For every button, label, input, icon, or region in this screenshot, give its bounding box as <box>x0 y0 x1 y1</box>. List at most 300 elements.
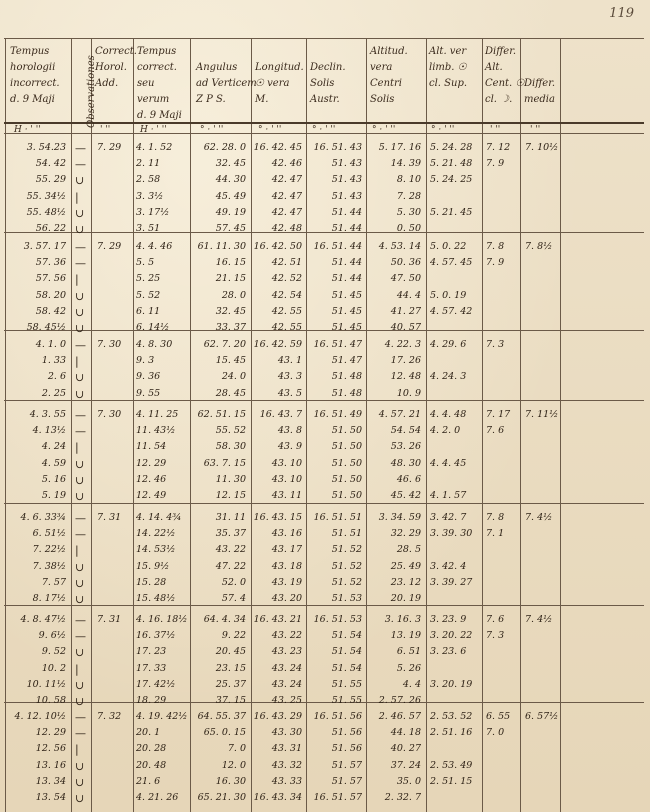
cell-alt-limb: 3. 23. 9 <box>430 614 467 625</box>
cell-observation-mark: — <box>75 158 86 172</box>
cell-alt-limb: 4. 4. 45 <box>430 457 467 469</box>
cell-declinatio: 51. 44 <box>331 223 362 234</box>
cell-observation-mark: ∪ <box>75 305 85 319</box>
cell-observation-mark: ∪ <box>75 759 85 773</box>
cell-observation-mark: ∪ <box>75 678 85 692</box>
cell-tempus-incorrect: 5. 19 <box>41 490 66 501</box>
cell-longitudo: 42. 55 <box>271 305 302 317</box>
cell-tempus-incorrect: 4. 6. 33¾ <box>20 512 66 523</box>
cell-altitudo-vera: 5. 17. 16 <box>378 142 421 153</box>
cell-alt-limb: 4. 1. 57 <box>430 490 467 501</box>
cell-longitudo: 43. 8 <box>277 425 302 437</box>
cell-observation-mark: | <box>75 355 79 369</box>
cell-declinatio: 16. 51. 53 <box>313 614 362 625</box>
cell-tempus-incorrect: 9. 52 <box>41 646 66 658</box>
cell-altitudo-vera: 4. 53. 14 <box>378 241 421 252</box>
cell-observation-mark: ∪ <box>75 695 85 708</box>
cell-tempus-correct: 2. 11 <box>136 158 161 170</box>
cell-alt-limb: 3. 39. 30 <box>430 528 473 540</box>
cell-altitudo-vera: 2. 46. 57 <box>378 711 421 722</box>
cell-tempus-incorrect: 58. 20 <box>35 289 66 301</box>
cell-differ-alt: 7. 17 <box>486 409 511 420</box>
cell-alt-limb: 3. 20. 22 <box>430 630 473 642</box>
cell-differ-alt: 7. 9 <box>486 257 505 269</box>
cell-differ-alt: 7. 0 <box>486 727 505 739</box>
cell-angulus: 12. 0 <box>221 759 246 771</box>
unit: ' '' <box>100 125 111 135</box>
cell-altitudo-vera: 37. 24 <box>390 759 421 771</box>
cell-tempus-incorrect: 57. 36 <box>35 257 66 269</box>
cell-longitudo: 16. 43. 7 <box>259 409 302 420</box>
cell-differ-media: 7. 4½ <box>525 512 553 523</box>
cell-observation-mark: | <box>75 544 79 558</box>
cell-altitudo-vera: 10. 9 <box>396 387 421 399</box>
cell-observation-mark: — <box>75 528 86 542</box>
cell-tempus-incorrect: 3. 57. 17 <box>23 241 66 252</box>
cell-tempus-correct: 17. 23 <box>136 646 167 658</box>
cell-tempus-incorrect: 10. 58 <box>35 695 66 706</box>
cell-angulus: 44. 30 <box>215 174 246 186</box>
cell-altitudo-vera: 28. 5 <box>396 544 421 556</box>
cell-alt-limb: 3. 39. 27 <box>430 576 473 588</box>
cell-angulus: 63. 7. 15 <box>203 457 246 469</box>
cell-tempus-incorrect: 7. 57 <box>41 576 66 588</box>
cell-declinatio: 51. 48 <box>331 371 362 383</box>
cell-observation-mark: ∪ <box>75 792 85 805</box>
cell-tempus-correct: 2. 58 <box>136 174 161 186</box>
cell-altitudo-vera: 48. 30 <box>390 457 421 469</box>
unit: H · ' '' <box>140 125 167 135</box>
cell-longitudo: 42. 47 <box>271 206 302 218</box>
cell-tempus-incorrect: 2. 6 <box>47 371 66 383</box>
cell-angulus: 62. 28. 0 <box>203 142 246 153</box>
cell-tempus-incorrect: 57. 56 <box>35 273 66 285</box>
cell-angulus: 45. 49 <box>215 190 246 202</box>
cell-declinatio: 51. 57 <box>331 775 362 787</box>
cell-longitudo: 43. 10 <box>271 457 302 469</box>
cell-longitudo: 16. 43. 21 <box>253 614 302 625</box>
cell-declinatio: 16. 51. 56 <box>313 711 362 722</box>
column-rule <box>482 38 483 812</box>
cell-altitudo-vera: 47. 50 <box>390 273 421 285</box>
cell-observation-mark: ∪ <box>75 576 85 590</box>
block-rule <box>4 503 644 504</box>
cell-declinatio: 51. 43 <box>331 174 362 186</box>
cell-tempus-incorrect: 7. 38½ <box>32 560 66 572</box>
cell-altitudo-vera: 40. 57 <box>390 322 421 333</box>
unit: ° · ' '' <box>431 125 455 135</box>
cell-tempus-correct: 12. 46 <box>136 473 167 485</box>
cell-angulus: 25. 37 <box>215 678 246 690</box>
cell-declinatio: 51. 44 <box>331 257 362 269</box>
cell-correction: 7. 30 <box>97 339 122 350</box>
cell-observation-mark: ∪ <box>75 593 85 606</box>
cell-correction: 7. 30 <box>97 409 122 420</box>
cell-observation-mark: — <box>75 142 86 155</box>
cell-angulus: 16. 30 <box>215 775 246 787</box>
cell-tempus-correct: 9. 36 <box>136 371 161 383</box>
cell-declinatio: 51. 50 <box>331 425 362 437</box>
block-rule <box>4 400 644 401</box>
cell-declinatio: 16. 51. 43 <box>313 142 362 153</box>
unit: ' '' <box>490 125 501 135</box>
cell-alt-limb: 2. 51. 16 <box>430 727 473 739</box>
cell-observation-mark: — <box>75 241 86 254</box>
cell-altitudo-vera: 41. 27 <box>390 305 421 317</box>
cell-differ-alt: 6. 55 <box>486 711 511 722</box>
cell-correction: 7. 31 <box>97 614 122 625</box>
cell-tempus-incorrect: 55. 29 <box>35 174 66 186</box>
cell-angulus: 33. 37 <box>215 322 246 333</box>
cell-longitudo: 43. 1 <box>277 355 302 367</box>
cell-correction: 7. 32 <box>97 711 122 722</box>
cell-tempus-incorrect: 58. 45½ <box>26 322 66 333</box>
cell-declinatio: 51. 57 <box>331 759 362 771</box>
cell-angulus: 21. 15 <box>215 273 246 285</box>
cell-tempus-incorrect: 13. 34 <box>35 775 66 787</box>
cell-angulus: 64. 55. 37 <box>197 711 246 722</box>
cell-longitudo: 43. 18 <box>271 560 302 572</box>
cell-tempus-correct: 18. 29 <box>136 695 167 706</box>
cell-angulus: 15. 45 <box>215 355 246 367</box>
cell-angulus: 49. 19 <box>215 206 246 218</box>
cell-tempus-correct: 4. 4. 46 <box>136 241 173 252</box>
cell-observation-mark: | <box>75 190 79 204</box>
cell-declinatio: 51. 52 <box>331 576 362 588</box>
cell-angulus: 31. 11 <box>215 512 246 523</box>
header-differ-alt: Differ. Alt. Cent. ☉ cl. ☽. <box>485 46 525 105</box>
header-angulus: Angulus ad Verticem Z P S. <box>196 62 257 105</box>
cell-longitudo: 43. 9 <box>277 441 302 453</box>
cell-longitudo: 42. 48 <box>271 223 302 234</box>
cell-declinatio: 51. 50 <box>331 490 362 501</box>
column-rule <box>366 38 367 812</box>
cell-differ-media: 7. 4½ <box>525 614 553 625</box>
cell-longitudo: 16. 43. 34 <box>253 792 302 803</box>
cell-tempus-correct: 9. 55 <box>136 387 161 399</box>
cell-longitudo: 43. 33 <box>271 775 302 787</box>
cell-tempus-incorrect: 5. 16 <box>41 473 66 485</box>
cell-tempus-correct: 5. 25 <box>136 273 161 285</box>
cell-angulus: 32. 45 <box>215 158 246 170</box>
header-rule <box>4 122 644 124</box>
column-rule <box>190 38 191 812</box>
cell-declinatio: 51. 50 <box>331 473 362 485</box>
block-rule <box>4 702 644 703</box>
cell-differ-alt: 7. 9 <box>486 158 505 170</box>
cell-angulus: 7. 0 <box>227 743 246 755</box>
cell-differ-media: 7. 10½ <box>525 142 559 153</box>
cell-tempus-correct: 16. 37½ <box>136 630 176 642</box>
cell-differ-alt: 7. 8 <box>486 512 505 523</box>
cell-observation-mark: ∪ <box>75 646 85 660</box>
cell-altitudo-vera: 32. 29 <box>390 528 421 540</box>
cell-declinatio: 51. 55 <box>331 695 362 706</box>
cell-tempus-correct: 17. 33 <box>136 662 167 674</box>
cell-observation-mark: — <box>75 257 86 271</box>
cell-tempus-correct: 3. 17½ <box>136 206 170 218</box>
cell-tempus-incorrect: 13. 16 <box>35 759 66 771</box>
cell-tempus-incorrect: 13. 54 <box>35 792 66 803</box>
cell-tempus-correct: 4. 14. 4¾ <box>136 512 182 523</box>
cell-angulus: 11. 30 <box>215 473 246 485</box>
cell-alt-limb: 5. 0. 22 <box>430 241 467 252</box>
cell-declinatio: 51. 51 <box>331 528 362 540</box>
cell-alt-limb: 4. 57. 45 <box>430 257 473 269</box>
cell-tempus-incorrect: 4. 24 <box>41 441 66 453</box>
cell-tempus-correct: 4. 8. 30 <box>136 339 173 350</box>
cell-differ-alt: 7. 3 <box>486 630 505 642</box>
cell-observation-mark: — <box>75 711 86 724</box>
cell-longitudo: 16. 42. 45 <box>253 142 302 153</box>
cell-differ-alt: 7. 8 <box>486 241 505 252</box>
cell-observation-mark: ∪ <box>75 457 85 471</box>
cell-tempus-correct: 6. 11 <box>136 305 161 317</box>
cell-observation-mark: — <box>75 614 86 627</box>
cell-alt-limb: 2. 53. 52 <box>430 711 473 722</box>
cell-altitudo-vera: 23. 12 <box>390 576 421 588</box>
cell-tempus-correct: 12. 49 <box>136 490 167 501</box>
header-tempus-incorrect: Tempus horologii incorrect. d. 9 Maji <box>10 46 60 105</box>
cell-declinatio: 51. 44 <box>331 206 362 218</box>
cell-altitudo-vera: 4. 4 <box>402 678 421 690</box>
unit: ' '' <box>530 125 541 135</box>
cell-observation-mark: | <box>75 743 79 757</box>
cell-differ-alt: 7. 6 <box>486 425 505 437</box>
unit: ° · ' '' <box>200 125 224 135</box>
cell-altitudo-vera: 53. 26 <box>390 441 421 453</box>
block-rule <box>4 232 644 233</box>
cell-declinatio: 51. 50 <box>331 441 362 453</box>
cell-tempus-incorrect: 12. 29 <box>35 727 66 739</box>
cell-longitudo: 42. 52 <box>271 273 302 285</box>
cell-declinatio: 51. 56 <box>331 727 362 739</box>
header-tempus-correct: Tempus correct. seu verum d. 9 Maji <box>137 46 182 121</box>
cell-altitudo-vera: 54. 54 <box>390 425 421 437</box>
cell-altitudo-vera: 7. 28 <box>396 190 421 202</box>
header-observationes: Observationes <box>86 55 97 128</box>
cell-observation-mark: | <box>75 662 79 676</box>
column-rule <box>71 38 72 812</box>
cell-tempus-incorrect: 1. 33 <box>41 355 66 367</box>
cell-altitudo-vera: 44. 4 <box>396 289 421 301</box>
column-rule <box>560 38 561 812</box>
cell-tempus-incorrect: 54. 42 <box>35 158 66 170</box>
cell-tempus-correct: 14. 22½ <box>136 528 176 540</box>
cell-tempus-correct: 4. 16. 18½ <box>136 614 188 625</box>
cell-tempus-incorrect: 55. 48½ <box>26 206 66 218</box>
cell-declinatio: 51. 44 <box>331 273 362 285</box>
cell-altitudo-vera: 0. 50 <box>396 223 421 234</box>
unit: ° · ' '' <box>372 125 396 135</box>
cell-alt-limb: 2. 51. 15 <box>430 775 473 787</box>
cell-tempus-incorrect: 4. 3. 55 <box>29 409 66 420</box>
cell-angulus: 62. 51. 15 <box>197 409 246 420</box>
column-rule <box>133 38 134 812</box>
column-rule <box>91 38 92 812</box>
cell-longitudo: 42. 47 <box>271 190 302 202</box>
cell-alt-limb: 4. 57. 42 <box>430 305 473 317</box>
cell-observation-mark: | <box>75 441 79 455</box>
cell-observation-mark: | <box>75 273 79 287</box>
cell-observation-mark: — <box>75 727 86 741</box>
cell-angulus: 62. 7. 20 <box>203 339 246 350</box>
cell-tempus-correct: 4. 21. 26 <box>136 792 179 803</box>
cell-tempus-correct: 12. 29 <box>136 457 167 469</box>
cell-longitudo: 43. 11 <box>271 490 302 501</box>
cell-longitudo: 43. 24 <box>271 662 302 674</box>
cell-alt-limb: 5. 21. 45 <box>430 206 473 218</box>
cell-longitudo: 43. 19 <box>271 576 302 588</box>
cell-tempus-correct: 15. 28 <box>136 576 167 588</box>
cell-tempus-incorrect: 4. 59 <box>41 457 66 469</box>
cell-observation-mark: — <box>75 425 86 439</box>
cell-longitudo: 42. 46 <box>271 158 302 170</box>
cell-tempus-incorrect: 12. 56 <box>35 743 66 755</box>
cell-tempus-correct: 5. 52 <box>136 289 161 301</box>
cell-longitudo: 16. 43. 15 <box>253 512 302 523</box>
cell-longitudo: 43. 22 <box>271 630 302 642</box>
cell-altitudo-vera: 17. 26 <box>390 355 421 367</box>
cell-longitudo: 43. 24 <box>271 678 302 690</box>
cell-tempus-correct: 4. 11. 25 <box>136 409 179 420</box>
column-rule <box>426 38 427 812</box>
cell-correction: 7. 29 <box>97 241 122 252</box>
cell-angulus: 23. 15 <box>215 662 246 674</box>
unit: ° · ' '' <box>312 125 336 135</box>
cell-altitudo-vera: 4. 57. 21 <box>378 409 421 420</box>
cell-tempus-incorrect: 6. 51½ <box>32 528 66 540</box>
cell-observation-mark: ∪ <box>75 174 85 188</box>
cell-observation-mark: — <box>75 512 86 525</box>
cell-tempus-correct: 5. 5 <box>136 257 155 269</box>
cell-alt-limb: 3. 42. 7 <box>430 512 467 523</box>
cell-longitudo: 43. 5 <box>277 387 302 399</box>
cell-tempus-correct: 20. 48 <box>136 759 167 771</box>
cell-declinatio: 51. 45 <box>331 322 362 333</box>
cell-altitudo-vera: 5. 30 <box>396 206 421 218</box>
unit: ° · ' '' <box>258 125 282 135</box>
cell-tempus-correct: 11. 54 <box>136 441 167 453</box>
cell-altitudo-vera: 44. 18 <box>390 727 421 739</box>
block-rule <box>4 330 644 331</box>
header-altitudo-vera: Altitud. vera Centri Solis <box>370 46 408 105</box>
cell-tempus-incorrect: 56. 22 <box>35 223 66 234</box>
cell-tempus-incorrect: 10. 11½ <box>26 678 66 690</box>
cell-longitudo: 43. 31 <box>271 743 302 755</box>
cell-angulus: 32. 45 <box>215 305 246 317</box>
cell-observation-mark: ∪ <box>75 371 85 385</box>
cell-declinatio: 16. 51. 57 <box>313 792 362 803</box>
cell-angulus: 47. 22 <box>215 560 246 572</box>
cell-longitudo: 16. 42. 59 <box>253 339 302 350</box>
cell-longitudo: 43. 23 <box>271 646 302 658</box>
cell-declinatio: 51. 54 <box>331 646 362 658</box>
cell-altitudo-vera: 25. 49 <box>390 560 421 572</box>
cell-observation-mark: ∪ <box>75 289 85 303</box>
cell-tempus-correct: 3. 51 <box>136 223 161 234</box>
cell-tempus-incorrect: 58. 42 <box>35 305 66 317</box>
cell-altitudo-vera: 4. 22. 3 <box>384 339 421 350</box>
cell-angulus: 65. 0. 15 <box>203 727 246 739</box>
cell-altitudo-vera: 2. 32. 7 <box>384 792 421 803</box>
cell-angulus: 37. 15 <box>215 695 246 706</box>
column-rule <box>5 38 6 812</box>
cell-differ-media: 7. 11½ <box>525 409 559 420</box>
cell-observation-mark: — <box>75 339 86 352</box>
cell-alt-limb: 5. 24. 25 <box>430 174 473 186</box>
page-number: 119 <box>609 6 634 21</box>
cell-alt-limb: 3. 42. 4 <box>430 560 467 572</box>
cell-angulus: 65. 21. 30 <box>197 792 246 803</box>
cell-declinatio: 16. 51. 44 <box>313 241 362 252</box>
cell-alt-limb: 5. 0. 19 <box>430 289 467 301</box>
cell-declinatio: 51. 47 <box>331 355 362 367</box>
cell-observation-mark: — <box>75 630 86 644</box>
cell-tempus-incorrect: 4. 1. 0 <box>35 339 66 350</box>
cell-declinatio: 51. 53 <box>331 593 362 604</box>
cell-longitudo: 43. 10 <box>271 473 302 485</box>
cell-altitudo-vera: 2. 57. 26 <box>378 695 421 706</box>
cell-tempus-correct: 14. 53½ <box>136 544 176 556</box>
cell-declinatio: 16. 51. 51 <box>313 512 362 523</box>
cell-differ-alt: 7. 12 <box>486 142 511 153</box>
cell-declinatio: 51. 45 <box>331 305 362 317</box>
cell-observation-mark: ∪ <box>75 775 85 789</box>
cell-alt-limb: 5. 21. 48 <box>430 158 473 170</box>
cell-declinatio: 51. 54 <box>331 630 362 642</box>
cell-longitudo: 43. 16 <box>271 528 302 540</box>
cell-differ-alt: 7. 1 <box>486 528 505 540</box>
cell-longitudo: 42. 54 <box>271 289 302 301</box>
cell-tempus-correct: 4. 19. 42½ <box>136 711 188 722</box>
cell-observation-mark: ∪ <box>75 223 85 236</box>
cell-longitudo: 43. 3 <box>277 371 302 383</box>
cell-altitudo-vera: 45. 42 <box>390 490 421 501</box>
cell-declinatio: 51. 52 <box>331 544 362 556</box>
cell-observation-mark: ∪ <box>75 473 85 487</box>
cell-tempus-correct: 9. 3 <box>136 355 155 367</box>
cell-longitudo: 43. 20 <box>271 593 302 604</box>
cell-altitudo-vera: 50. 36 <box>390 257 421 269</box>
cell-declinatio: 51. 55 <box>331 678 362 690</box>
cell-altitudo-vera: 46. 6 <box>396 473 421 485</box>
cell-tempus-incorrect: 7. 22½ <box>32 544 66 556</box>
cell-tempus-incorrect: 55. 34½ <box>26 190 66 202</box>
unit: H · ' '' <box>14 125 41 135</box>
cell-tempus-incorrect: 9. 6½ <box>38 630 66 642</box>
cell-declinatio: 51. 52 <box>331 560 362 572</box>
cell-tempus-correct: 6. 14½ <box>136 322 170 333</box>
cell-altitudo-vera: 5. 26 <box>396 662 421 674</box>
cell-angulus: 55. 52 <box>215 425 246 437</box>
cell-longitudo: 43. 17 <box>271 544 302 556</box>
cell-altitudo-vera: 20. 19 <box>390 593 421 604</box>
cell-angulus: 20. 45 <box>215 646 246 658</box>
cell-alt-limb: 2. 53. 49 <box>430 759 473 771</box>
column-rule <box>520 38 521 812</box>
cell-angulus: 28. 45 <box>215 387 246 399</box>
cell-longitudo: 43. 32 <box>271 759 302 771</box>
cell-tempus-incorrect: 3. 54.23 <box>26 142 66 153</box>
cell-angulus: 24. 0 <box>221 371 246 383</box>
cell-altitudo-vera: 35. 0 <box>396 775 421 787</box>
cell-longitudo: 42. 47 <box>271 174 302 186</box>
cell-tempus-correct: 20. 28 <box>136 743 167 755</box>
header-declinatio: Declin. Solis Austr. <box>310 62 346 105</box>
cell-angulus: 43. 22 <box>215 544 246 556</box>
cell-tempus-incorrect: 4. 8. 47½ <box>20 614 66 625</box>
